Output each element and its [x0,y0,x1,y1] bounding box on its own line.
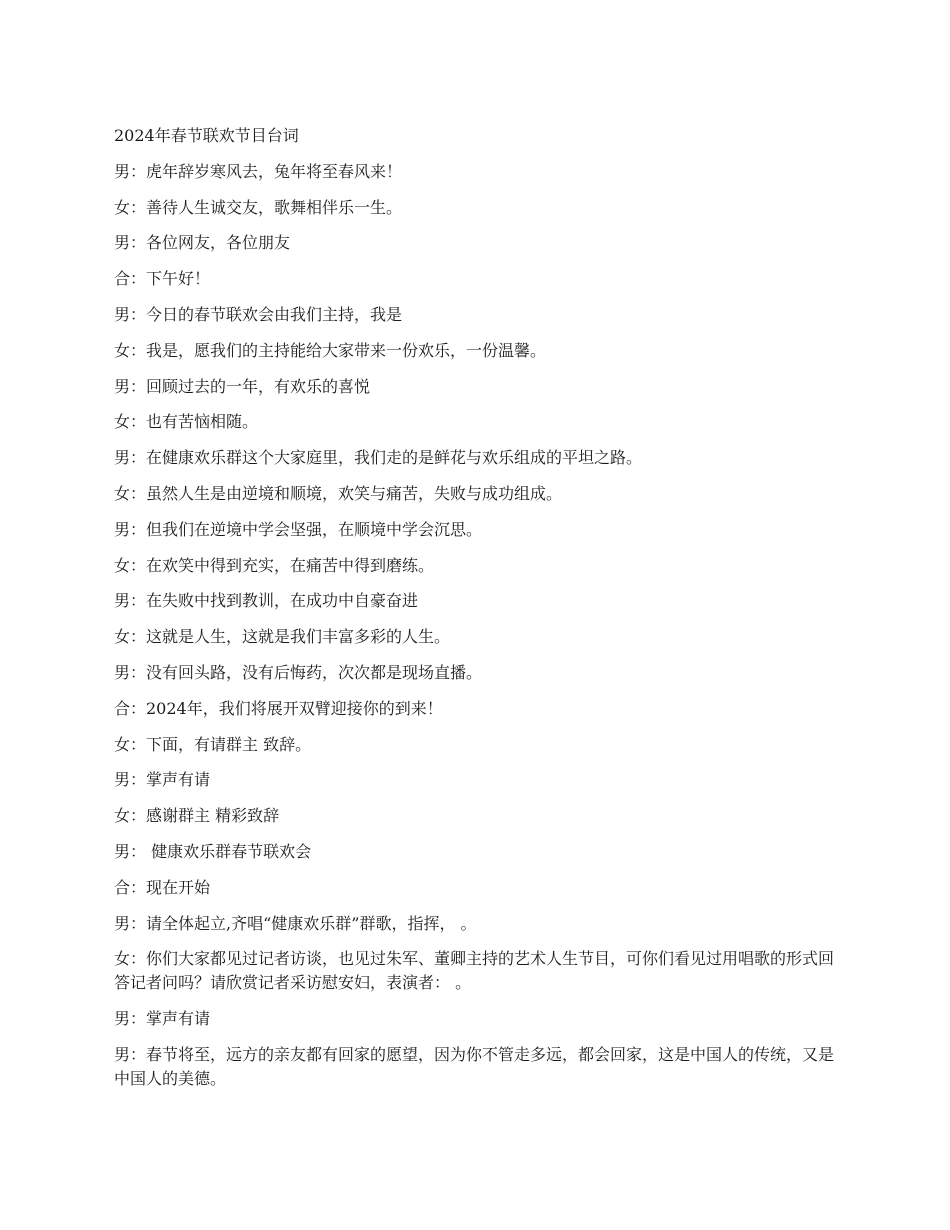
dialogue-line: 男：虎年辞岁寒风去，兔年将至春风来！ [114,161,403,181]
dialogue-line: 女：这就是人生，这就是我们丰富多彩的人生。 [114,627,451,647]
dialogue-line: 男：但我们在逆境中学会坚强，在顺境中学会沉思。 [114,519,483,539]
dialogue-line: 女：也有苦恼相随。 [114,412,259,432]
dialogue-line: 男：掌声有请 [114,1009,211,1029]
dialogue-line: 女：你们大家都见过记者访谈，也见过朱军、董卿主持的艺术人生节目，可你们看见过用唱歌的形式回答记者问吗？请欣赏记者采访慰安妇，表演者： 。 [114,949,835,993]
dialogue-line: 女：感谢群主 精彩致辞 [114,806,280,826]
dialogue-line: 女：善待人生诚交友，歌舞相伴乐一生。 [114,197,403,217]
dialogue-line: 男：请全体起立,齐唱“健康欢乐群”群歌，指挥， 。 [114,913,477,933]
dialogue-line: 男： 健康欢乐群春节联欢会 [114,841,312,861]
dialogue-line: 男：在失败中找到教训，在成功中自豪奋进 [114,591,419,611]
dialogue-line: 男：春节将至，远方的亲友都有回家的愿望，因为你不管走多远，都会回家，这是中国人的传统，又是中国人的美德。 [114,1044,835,1088]
document-page [114,124,842,1103]
dialogue-line: 女：虽然人生是由逆境和顺境，欢笑与痛苦，失败与成功组成。 [114,483,563,503]
dialogue-line: 男：回顾过去的一年，有欢乐的喜悦 [114,376,371,396]
document-title: 2024年春节联欢节目台词 [114,126,299,145]
dialogue-line: 女：下面，有请群主 致辞。 [114,734,312,754]
dialogue-line: 男：今日的春节联欢会由我们主持，我是 [114,304,403,324]
dialogue-line: 合：2024年，我们将展开双臂迎接你的到来！ [114,698,443,718]
dialogue-line: 合：现在开始 [114,877,211,897]
dialogue-line: 合：下午好！ [114,269,211,289]
dialogue-line: 女：我是，愿我们的主持能给大家带来一份欢乐，一份温馨。 [114,340,547,360]
dialogue-line: 男：在健康欢乐群这个大家庭里，我们走的是鲜花与欢乐组成的平坦之路。 [114,448,643,468]
dialogue-line: 女：在欢笑中得到充实，在痛苦中得到磨练。 [114,555,435,575]
dialogue-line: 男：各位网友，各位朋友 [114,233,291,253]
dialogue-line: 男：掌声有请 [114,770,211,790]
dialogue-line: 男：没有回头路，没有后悔药，次次都是现场直播。 [114,662,483,682]
